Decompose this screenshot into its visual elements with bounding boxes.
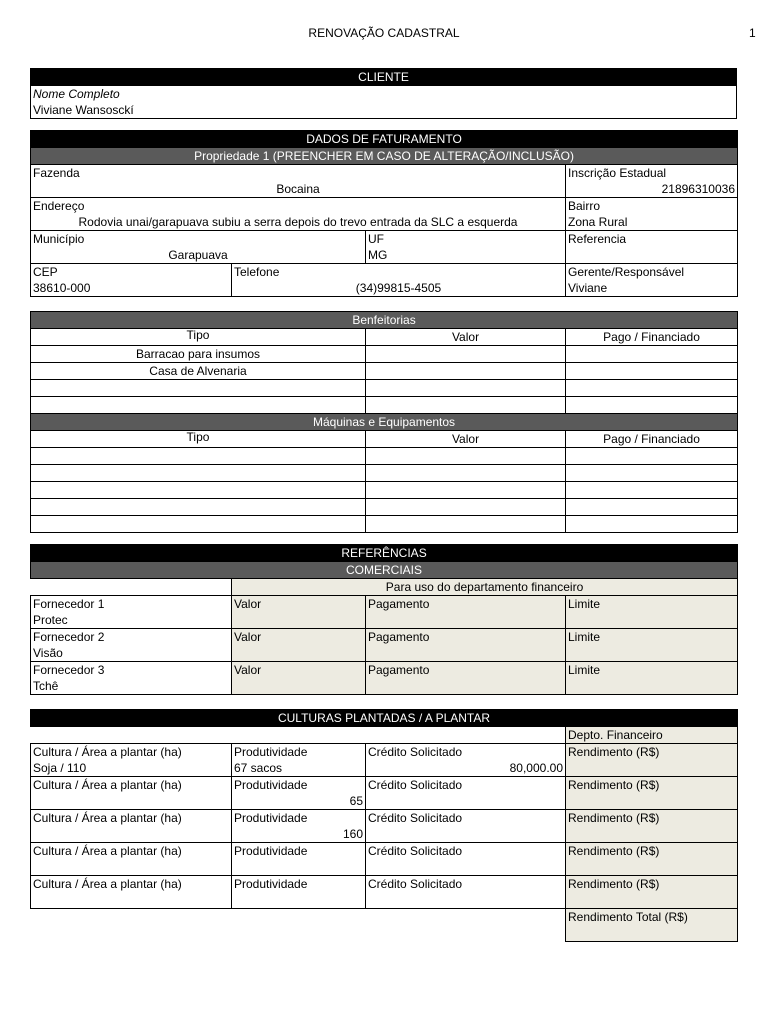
rendimento-cell[interactable]: Rendimento (R$) (566, 744, 738, 777)
municipio-cell[interactable] (31, 231, 366, 264)
benfeitorias-table (30, 311, 738, 533)
financeiro-note: Para uso do departamento financeiro (232, 579, 738, 596)
faturamento-table (30, 130, 738, 297)
fornecedor-1-cell[interactable] (31, 596, 232, 629)
cultura-cell[interactable] (31, 810, 232, 843)
fornecedor-2-cell[interactable] (31, 629, 232, 662)
maq-row-pago[interactable] (566, 448, 738, 465)
fornecedor-label: Fornecedor 3 (33, 663, 105, 677)
produtividade-value: 160 (342, 827, 363, 841)
propriedade-header: Propriedade 1 (PREENCHER EM CASO DE ALTERAÇÃO/INCLUSÃO) (31, 148, 738, 165)
inscricao-label: Inscrição Estadual (568, 166, 667, 180)
maq-row-valor[interactable] (366, 482, 566, 499)
rendimento-cell[interactable]: Rendimento (R$) (566, 843, 738, 876)
produtividade-cell[interactable] (232, 777, 366, 810)
pagamento-cell[interactable]: Pagamento (366, 629, 566, 662)
rendimento-cell[interactable]: Rendimento (R$) (566, 777, 738, 810)
culturas-table (30, 709, 738, 942)
fornecedor-label: Fornecedor 1 (33, 597, 105, 611)
rendimento-cell[interactable]: Rendimento (R$) (566, 810, 738, 843)
cliente-table (30, 68, 737, 119)
benf-row-pago[interactable] (566, 346, 738, 363)
inscricao-value: 21896310036 (661, 182, 736, 196)
cultura-cell[interactable] (31, 744, 232, 777)
referencia-cell[interactable] (566, 231, 738, 264)
cultura-cell[interactable]: Cultura / Área a plantar (ha) (31, 843, 232, 876)
faturamento-header: DADOS DE FATURAMENTO (31, 131, 738, 148)
uf-cell[interactable] (366, 231, 566, 264)
benf-row-pago[interactable] (566, 397, 738, 414)
maq-row-tipo[interactable] (31, 516, 366, 533)
credito-cell[interactable] (366, 777, 566, 810)
uf-label: UF (368, 232, 384, 246)
inscricao-cell[interactable] (566, 165, 738, 198)
maq-col-tipo: Tipo (31, 431, 366, 448)
rendimento-total-cell[interactable]: Rendimento Total (R$) (566, 909, 738, 942)
benf-col-valor: Valor (366, 329, 566, 346)
referencia-label: Referencia (568, 232, 627, 246)
benf-row-valor[interactable] (366, 346, 566, 363)
telefone-value: (34)99815-4505 (355, 281, 442, 295)
fornecedor-name: Protec (33, 613, 68, 627)
benf-col-pago: Pago / Financiado (566, 329, 738, 346)
credito-value: 80,000.00 (509, 761, 563, 775)
maq-row-tipo[interactable] (31, 499, 366, 516)
bairro-label: Bairro (568, 199, 601, 213)
benf-row-valor[interactable] (366, 397, 566, 414)
benf-row-tipo[interactable] (31, 397, 366, 414)
gerente-cell[interactable] (566, 264, 738, 297)
fazenda-label: Fazenda (33, 166, 80, 180)
maq-row-pago[interactable] (566, 516, 738, 533)
maq-row-valor[interactable] (366, 499, 566, 516)
produtividade-label: Produtividade (234, 745, 308, 759)
produtividade-label: Produtividade (234, 778, 308, 792)
culturas-header: CULTURAS PLANTADAS / A PLANTAR (31, 710, 738, 727)
benf-row-valor[interactable] (366, 363, 566, 380)
nome-value[interactable]: Viviane Wansosckí (31, 102, 737, 119)
municipio-label: Município (33, 232, 85, 246)
cultura-cell[interactable]: Cultura / Área a plantar (ha) (31, 876, 232, 909)
benf-row-tipo[interactable] (31, 380, 366, 397)
produtividade-value: 65 (349, 794, 363, 808)
page-title: RENOVAÇÃO CADASTRAL (308, 26, 460, 40)
limite-cell[interactable]: Limite (566, 596, 738, 629)
nome-label: Nome Completo (31, 86, 737, 103)
depto-label: Depto. Financeiro (566, 727, 738, 744)
telefone-label: Telefone (234, 265, 280, 279)
endereco-cell[interactable] (31, 198, 566, 231)
telefone-cell[interactable] (232, 264, 566, 297)
cep-cell[interactable] (31, 264, 232, 297)
fazenda-cell[interactable] (31, 165, 566, 198)
cep-label: CEP (33, 265, 58, 279)
blank-cell (31, 727, 566, 744)
benf-row-pago[interactable] (566, 363, 738, 380)
produtividade-cell[interactable] (232, 744, 366, 777)
maquinas-header: Máquinas e Equipamentos (31, 414, 738, 431)
referencias-header: REFERÊNCIAS (31, 545, 738, 562)
maq-row-tipo[interactable] (31, 448, 366, 465)
fornecedor-3-cell[interactable] (31, 662, 232, 695)
fornecedor-label: Fornecedor 2 (33, 630, 105, 644)
produtividade-cell[interactable]: Produtividade (232, 876, 366, 909)
cliente-header: CLIENTE (31, 69, 737, 86)
cultura-label: Cultura / Área a plantar (ha) (33, 811, 182, 825)
bairro-value: Zona Rural (568, 215, 628, 229)
produtividade-value: 67 sacos (234, 761, 283, 775)
credito-cell[interactable] (366, 744, 566, 777)
blank-cell (31, 909, 566, 942)
cultura-label: Cultura / Área a plantar (ha) (33, 745, 182, 759)
pagamento-cell[interactable]: Pagamento (366, 662, 566, 695)
gerente-value: Viviane (568, 281, 608, 295)
produtividade-cell[interactable]: Produtividade (232, 843, 366, 876)
maq-row-pago[interactable] (566, 482, 738, 499)
credito-label: Crédito Solicitado (368, 778, 463, 792)
cultura-value: Soja / 110 (33, 761, 87, 775)
benf-col-tipo: Tipo (31, 329, 366, 346)
credito-cell[interactable]: Crédito Solicitado (366, 876, 566, 909)
benf-row-tipo[interactable]: Casa de Alvenaria (31, 363, 366, 380)
benf-row-pago[interactable] (566, 380, 738, 397)
valor-cell[interactable]: Valor (232, 662, 366, 695)
maq-row-pago[interactable] (566, 465, 738, 482)
endereco-label: Endereço (33, 199, 85, 213)
maq-row-tipo[interactable] (31, 465, 366, 482)
maq-row-tipo[interactable] (31, 482, 366, 499)
produtividade-label: Produtividade (234, 811, 308, 825)
produtividade-cell[interactable] (232, 810, 366, 843)
benf-row-valor[interactable] (366, 380, 566, 397)
rendimento-cell[interactable]: Rendimento (R$) (566, 876, 738, 909)
benf-row-tipo[interactable]: Barracao para insumos (31, 346, 366, 363)
limite-cell[interactable]: Limite (566, 662, 738, 695)
bairro-cell[interactable] (566, 198, 738, 231)
pagamento-cell[interactable]: Pagamento (366, 596, 566, 629)
maq-col-pago: Pago / Financiado (566, 431, 738, 448)
fazenda-value: Bocaina (276, 182, 320, 196)
fornecedor-name: Tchê (33, 679, 59, 693)
credito-cell[interactable]: Crédito Solicitado (366, 843, 566, 876)
comerciais-header: COMERCIAIS (31, 562, 738, 579)
cep-value: 38610-000 (33, 281, 91, 295)
page-number: 1 (749, 26, 756, 40)
credito-cell[interactable] (366, 810, 566, 843)
cultura-cell[interactable] (31, 777, 232, 810)
maq-row-valor[interactable] (366, 465, 566, 482)
gerente-label: Gerente/Responsável (568, 265, 685, 279)
blank-cell (31, 579, 232, 596)
credito-label: Crédito Solicitado (368, 745, 463, 759)
credito-label: Crédito Solicitado (368, 811, 463, 825)
benfeitorias-header: Benfeitorias (31, 312, 738, 329)
referencias-table (30, 544, 738, 695)
valor-cell[interactable]: Valor (232, 596, 366, 629)
limite-cell[interactable]: Limite (566, 629, 738, 662)
endereco-value: Rodovia unai/garapuava subiu a serra depois do trevo entrada da SLC a esquerda (78, 215, 518, 229)
municipio-value: Garapuava (168, 248, 228, 262)
maq-row-pago[interactable] (566, 499, 738, 516)
cultura-label: Cultura / Área a plantar (ha) (33, 778, 182, 792)
fornecedor-name: Visão (33, 646, 63, 660)
maq-row-valor[interactable] (366, 448, 566, 465)
maq-col-valor: Valor (366, 431, 566, 448)
valor-cell[interactable]: Valor (232, 629, 366, 662)
uf-value: MG (368, 248, 388, 262)
maq-row-valor[interactable] (366, 516, 566, 533)
